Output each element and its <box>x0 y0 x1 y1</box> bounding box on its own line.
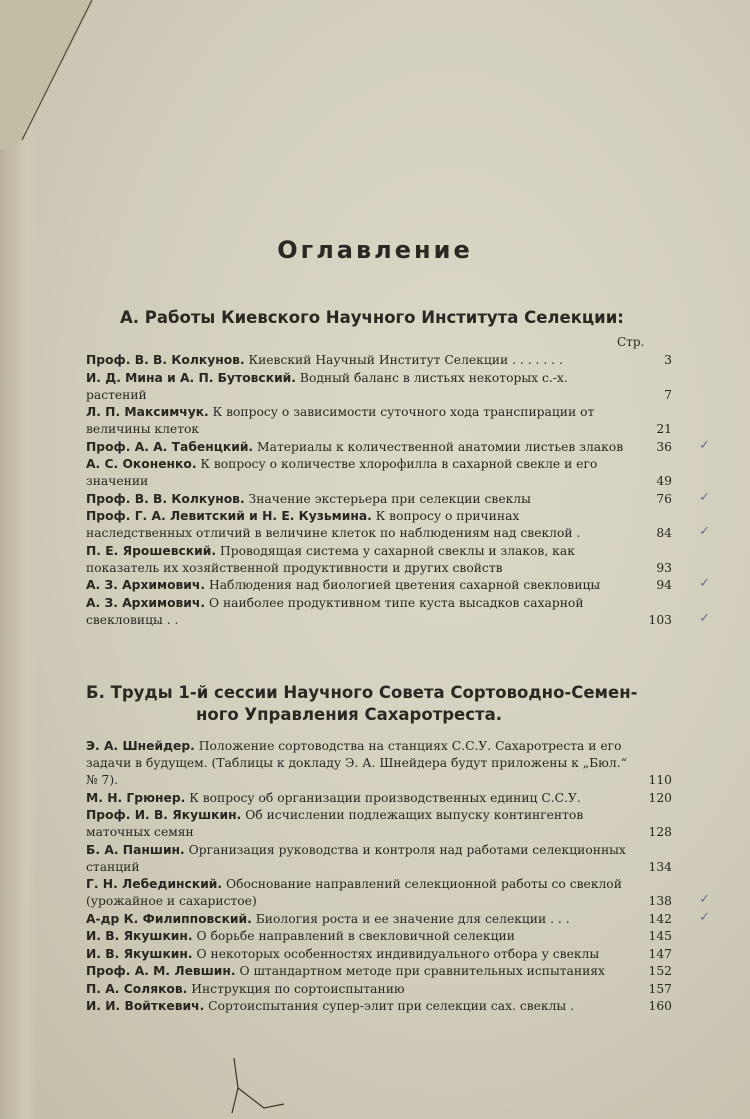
toc-entry <box>86 404 680 438</box>
toc-title: Значение экстерьера при селекции свеклы <box>248 491 531 506</box>
toc-author: Л. П. Максимчук. <box>86 405 209 419</box>
toc-author: И. В. Якушкин. <box>86 946 193 961</box>
toc-author: А-др К. Филипповский. <box>86 911 252 926</box>
page-column-label: Стр. <box>617 335 645 349</box>
toc-author: П. Е. Ярошевский. <box>86 543 217 558</box>
toc-entry <box>86 807 680 841</box>
toc-author: Г. Н. Лебединский. <box>86 877 223 891</box>
section-b-list <box>86 738 710 1016</box>
toc-page-number: 138 <box>648 894 672 908</box>
pencil-check-icon: ✓ <box>699 437 710 453</box>
toc-page-number: 128 <box>648 825 672 839</box>
pencil-check-icon: ✓ <box>699 610 710 626</box>
toc-page-number: 160 <box>648 999 672 1013</box>
toc-author: Б. А. Паншин. <box>86 842 185 857</box>
toc-author: Проф. Г. А. Левитский и Н. Е. Кузьмина. <box>86 509 372 523</box>
corner-fold-icon <box>0 0 130 150</box>
toc-entry <box>86 842 680 876</box>
toc-author: Проф. В. В. Колкунов. <box>86 353 245 367</box>
toc-entry <box>86 595 710 629</box>
toc-entry <box>86 946 680 963</box>
toc-page-number: 142 <box>648 911 672 926</box>
toc-author: М. Н. Грюнер. <box>86 790 186 805</box>
toc-entry <box>86 508 710 542</box>
toc-author: А. С. Оконенко. <box>86 457 197 471</box>
toc-page-number: 157 <box>648 981 672 996</box>
toc-page-number: 76 <box>656 491 672 506</box>
toc-entry <box>86 963 680 980</box>
toc-title: О наиболее продуктивном типе куста высадков сахарной свекловицы . . <box>86 595 584 627</box>
toc-author: И. Д. Мина и А. П. Бутовский. <box>86 370 296 385</box>
toc-entry <box>86 370 680 404</box>
toc-page-number: 103 <box>648 612 672 627</box>
toc-page-number: 145 <box>648 929 672 943</box>
toc-author: И. В. Якушкин. <box>86 929 193 943</box>
toc-title: Биология роста и ее значение для селекции . . . <box>255 911 570 926</box>
toc-title: Материалы к количественной анатомии листьев злаков <box>257 439 624 454</box>
toc-entry <box>86 456 680 490</box>
toc-entry <box>86 738 680 789</box>
toc-author: Э. А. Шнейдер. <box>86 739 195 753</box>
toc-page-number: 147 <box>648 946 672 961</box>
toc-entry <box>86 543 680 577</box>
page-title: Оглавление <box>277 236 473 264</box>
pencil-check-icon: ✓ <box>699 489 710 505</box>
toc-page-number: 134 <box>648 859 672 874</box>
toc-page-number: 94 <box>656 578 672 592</box>
toc-author: А. З. Архимович. <box>86 578 206 592</box>
toc-page-number: 152 <box>648 964 672 978</box>
toc-entry <box>86 928 680 945</box>
toc-author: Проф. А. М. Левшин. <box>86 964 236 978</box>
toc-entry <box>86 909 710 928</box>
pencil-check-icon: ✓ <box>699 909 710 925</box>
section-a-list <box>86 352 710 629</box>
toc-title: Сортоиспытания супер-элит при селекции сах. свеклы . <box>208 999 575 1013</box>
toc-entry <box>86 998 680 1015</box>
toc-entry <box>86 352 680 369</box>
toc-author: Проф. В. В. Колкунов. <box>86 491 245 506</box>
toc-author: И. И. Войткевич. <box>86 999 205 1013</box>
toc-page-number: 49 <box>656 474 672 488</box>
pencil-check-icon: ✓ <box>699 892 710 907</box>
toc-title: К вопросу об организации производственных единиц С.С.У. <box>189 790 581 805</box>
toc-page-number: 120 <box>648 790 672 805</box>
toc-page-number: 3 <box>664 353 672 367</box>
section-a-heading: А. Работы Киевского Научного Института Селекции: <box>120 308 624 327</box>
toc-title: О некоторых особенностях индивидуального отбора у свеклы <box>196 946 600 961</box>
toc-title: К вопросу о количестве хлорофилла в сахарной свекле и его значении <box>86 457 598 488</box>
page-left-edge <box>0 0 38 1119</box>
toc-title: Наблюдения над биологией цветения сахарной свекловицы <box>208 578 601 592</box>
toc-title: О штандартном методе при сравнительных испытаниях <box>239 964 605 978</box>
toc-title: Об исчислении подлежащих выпуску контингентов маточных семян <box>86 808 584 839</box>
toc-title: Организация руководства и контроля над работами селекционных станций <box>86 842 626 874</box>
toc-title: Инструкция по сортоиспытанию <box>191 981 405 996</box>
toc-title: О борьбе направлений в свекловичной селекции <box>196 929 515 943</box>
toc-entry <box>86 981 680 998</box>
pencil-check-icon: ✓ <box>699 576 710 591</box>
toc-author: Проф. И. В. Якушкин. <box>86 808 242 822</box>
toc-page-number: 36 <box>656 439 672 454</box>
toc-title: Положение сортоводства на станциях С.С.У. Сахаротреста и его задачи в будущем. (Таблицы к докладу Э. А. Шнейдера будут приложены к „Бюл.“ № 7). <box>86 739 627 787</box>
toc-author: Проф. А. А. Табенцкий. <box>86 439 254 454</box>
toc-entry <box>86 576 710 594</box>
section-b-heading-line1: Б. Труды 1-й сессии Научного Совета Сортоводно-Семен- <box>86 683 638 702</box>
toc-title: Киевский Научный Институт Селекции . . . . . . . <box>248 353 563 367</box>
toc-title: Водный баланс в листьях некоторых с.-х. растений <box>86 370 568 402</box>
section-b-heading-line2: ного Управления Сахаротреста. <box>196 705 502 724</box>
toc-entry <box>86 876 710 910</box>
toc-title: К вопросу о причинах наследственных отличий в величине клеток по наблюдениям над свеклой . <box>86 509 581 540</box>
toc-page-number: 84 <box>656 526 672 540</box>
toc-author: П. А. Соляков. <box>86 981 188 996</box>
toc-title: К вопросу о зависимости суточного хода транспирации от величины клеток <box>86 405 595 436</box>
toc-title: Обоснование направлений селекционной работы со свеклой (урожайное и сахаристое) <box>86 877 622 908</box>
toc-author: А. З. Архимович. <box>86 595 206 610</box>
toc-entry <box>86 790 680 807</box>
toc-page-number: 93 <box>656 560 672 575</box>
toc-entry <box>86 437 710 456</box>
toc-page-number: 110 <box>648 773 672 787</box>
toc-entry <box>86 489 710 508</box>
pencil-scribble-icon <box>224 1058 294 1119</box>
pencil-check-icon: ✓ <box>699 524 710 539</box>
toc-page-number: 21 <box>656 422 672 436</box>
toc-page-number: 7 <box>664 387 672 402</box>
toc-title: Проводящая система у сахарной свеклы и злаков, как показатель их хозяйственной продуктивности и других свойств <box>86 543 575 575</box>
